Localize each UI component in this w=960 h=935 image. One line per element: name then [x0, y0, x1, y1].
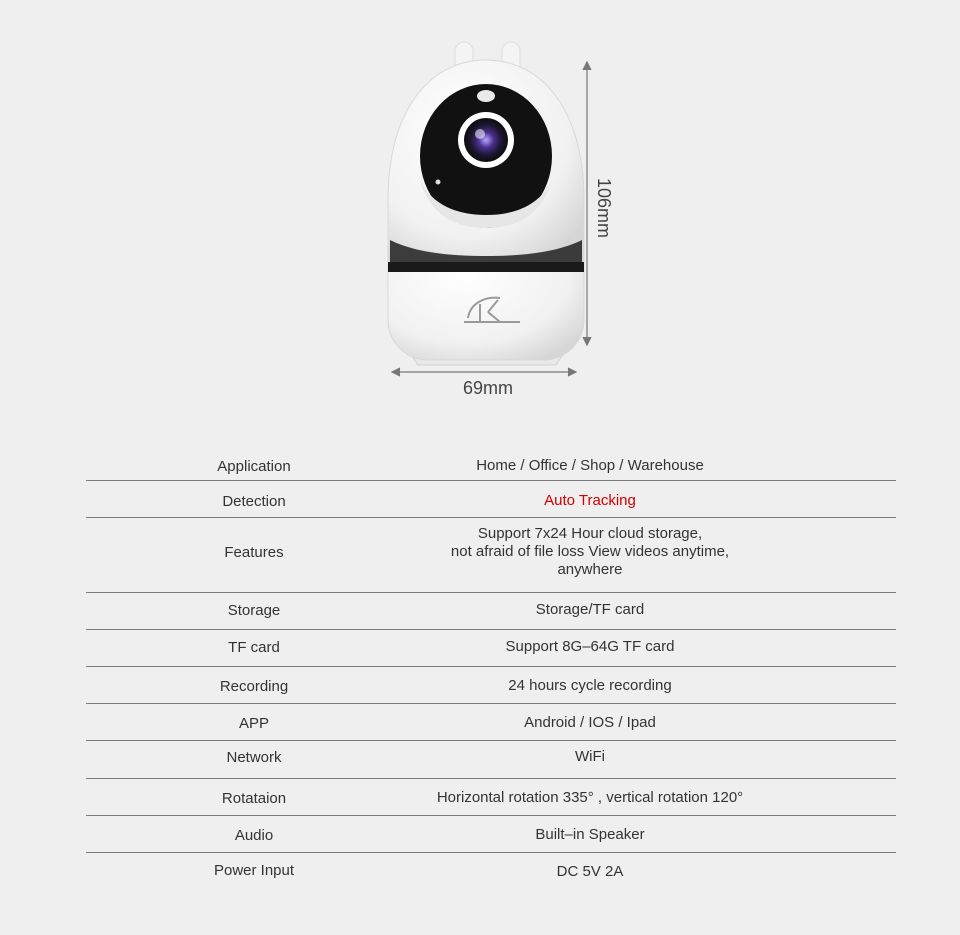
spec-value: Storage/TF card	[535, 601, 645, 618]
spec-value: Home / Office / Shop / Warehouse	[476, 457, 704, 474]
row-divider	[86, 666, 896, 667]
spec-label: Rotataion	[221, 789, 287, 807]
spec-value: Android / IOS / Ipad	[524, 714, 656, 731]
spec-label: Recording	[219, 677, 289, 695]
spec-row-detection	[86, 491, 896, 511]
spec-row-power-input	[86, 859, 896, 881]
spec-label: Features	[224, 543, 284, 561]
row-divider	[86, 517, 896, 518]
row-divider	[86, 815, 896, 816]
spec-label: Audio	[234, 826, 274, 844]
row-divider	[86, 740, 896, 741]
row-divider	[86, 852, 896, 853]
spec-value: DC 5V 2A	[556, 863, 624, 880]
spec-row-rotation	[86, 788, 896, 808]
spec-label: Storage	[227, 601, 281, 619]
spec-label: Application	[217, 457, 291, 475]
row-divider	[86, 629, 896, 630]
row-divider	[86, 703, 896, 704]
spec-value-highlight: Auto Tracking	[544, 492, 636, 509]
spec-row-features	[86, 525, 896, 578]
spec-value: Horizontal rotation 335° , vertical rotation 120°	[436, 789, 744, 806]
spec-label: Detection	[222, 492, 286, 510]
spec-value: 24 hours cycle recording	[508, 677, 672, 694]
width-dimension-line	[392, 368, 576, 376]
spec-value: WiFi	[575, 748, 605, 765]
spec-row-audio	[86, 825, 896, 845]
width-label: 69mm	[462, 378, 513, 398]
spec-value: Support 7x24 Hour cloud storage, not afraid of file loss View videos anytime, anywhere	[450, 525, 730, 578]
row-divider	[86, 480, 896, 481]
height-label: 106mm	[594, 178, 614, 239]
row-divider	[86, 778, 896, 779]
spec-row-app	[86, 713, 896, 733]
spec-row-network	[86, 747, 896, 767]
product-hero	[0, 0, 960, 430]
spec-row-tf-card	[86, 637, 896, 657]
spec-label: TF card	[228, 638, 280, 656]
camera-sensor	[477, 90, 495, 102]
spec-row-application	[86, 456, 896, 476]
row-divider	[86, 592, 896, 593]
spec-row-storage	[86, 600, 896, 620]
camera-illustration	[0, 0, 960, 430]
spec-label: Power Input	[213, 861, 295, 879]
spec-row-recording	[86, 676, 896, 696]
spec-label: Network	[226, 748, 282, 766]
camera-lens	[464, 118, 508, 162]
camera-stripe	[388, 262, 584, 272]
spec-value: Built–in Speaker	[535, 826, 645, 843]
spec-value: Support 8G–64G TF card	[505, 638, 675, 655]
spec-label: APP	[238, 714, 269, 732]
